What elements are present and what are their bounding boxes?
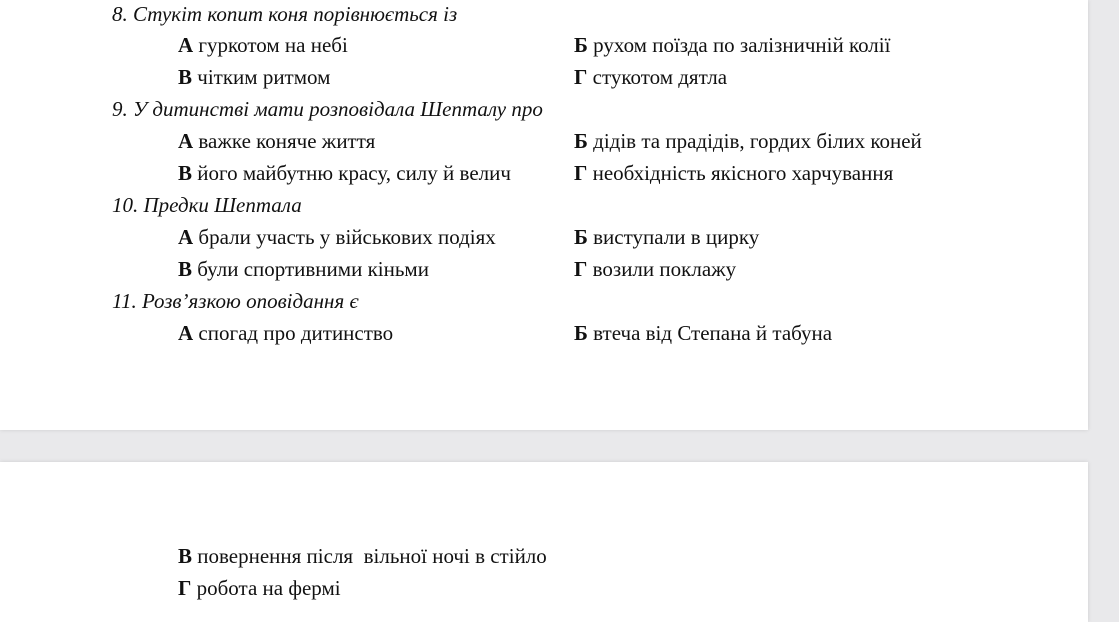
q9-option-a: А важке коняче життя [178, 129, 376, 153]
q10-option-a: А брали участь у військових подіях [178, 225, 496, 249]
q11-option-h: Г робота на фермі [178, 576, 341, 600]
question-10: 10. Предки Шептала [112, 193, 302, 217]
q10-option-h: Г возили поклажу [574, 257, 737, 281]
q8-option-v: В чітким ритмом [178, 65, 331, 89]
q9-option-h: Г необхідність якісного харчування [574, 161, 894, 185]
question-8: 8. Стукіт копит коня порівнюється із [112, 2, 458, 26]
q11-option-v: В повернення після вільної ночі в стійло [178, 544, 547, 568]
q8-option-h: Г стукотом дятла [574, 65, 728, 89]
q9-option-v: В його майбутню красу, силу й велич [178, 161, 511, 185]
question-11: 11. Розв’язкою оповідання є [112, 289, 359, 313]
q8-option-a: А гуркотом на небі [178, 33, 348, 57]
q9-option-b: Б дідів та прадідів, гордих білих коней [574, 129, 922, 153]
q10-option-v: В були спортивними кіньми [178, 257, 429, 281]
q8-option-b: Б рухом поїзда по залізничній колії [574, 33, 891, 57]
question-9: 9. У дитинстві мати розповідала Шепталу про [112, 97, 543, 121]
q10-option-b: Б виступали в цирку [574, 225, 760, 249]
q11-option-a: А спогад про дитинство [178, 321, 394, 345]
q11-option-b: Б втеча від Степана й табуна [574, 321, 833, 345]
document-page-2 [0, 462, 1088, 622]
